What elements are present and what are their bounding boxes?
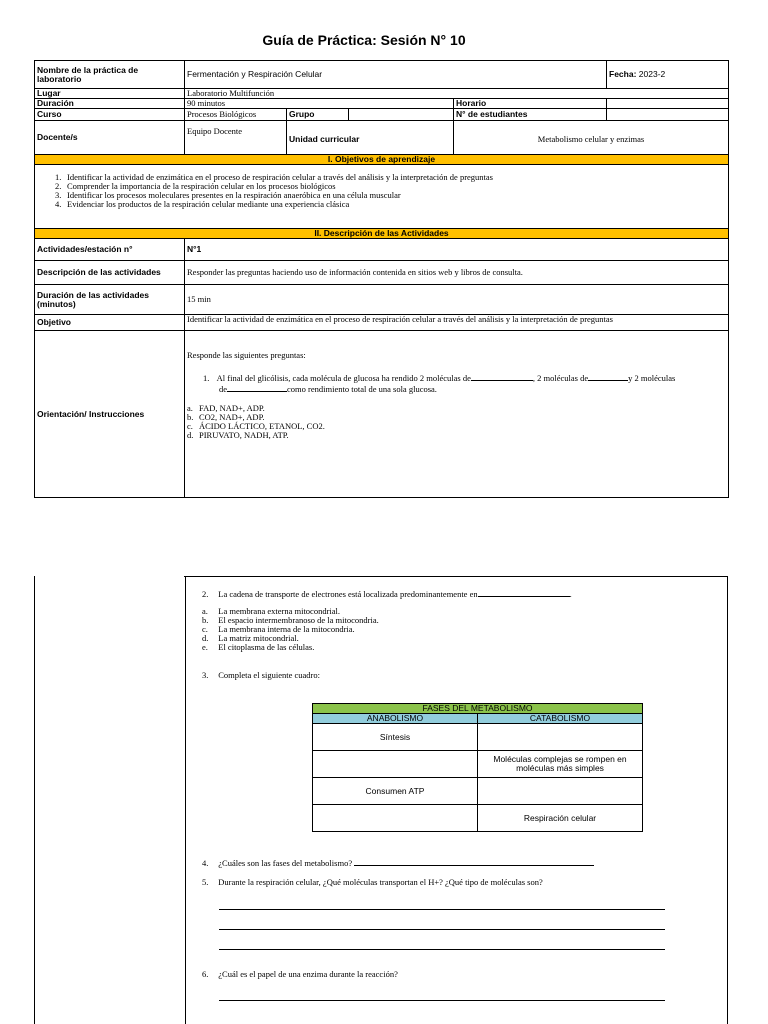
question-1: 1. Al final del glicólisis, cada molécula de glucosa ha rendido 2 moléculas de , 2 moléculas de y 2 moléculas de como rendimiento total de una sola glucosa. bbox=[203, 373, 676, 394]
catabolismo-header: CATABOLISMO bbox=[478, 714, 643, 724]
duracion-actividades-value: 15 min bbox=[185, 285, 729, 315]
horario-label: Horario bbox=[454, 99, 607, 109]
q1-options bbox=[187, 404, 726, 440]
curso-label: Curso bbox=[35, 109, 185, 121]
option-item: b. El espacio intermembranoso de la mitocondria. bbox=[202, 615, 379, 625]
section-activities-heading: II. Descripción de las Actividades bbox=[35, 229, 729, 239]
option-item: a. La membrana externa mitocondrial. bbox=[202, 606, 341, 616]
lugar-value: Laboratorio Multifunción bbox=[185, 89, 729, 99]
duracion-actividades-label: Duración de las actividades (minutos) bbox=[35, 285, 185, 315]
option-item: c. ÁCIDO LÁCTICO, ETANOL, CO2. bbox=[187, 421, 325, 431]
question-3: 3. Completa el siguiente cuadro: bbox=[202, 670, 320, 680]
fecha-value: 2023-2 bbox=[638, 69, 666, 79]
answer-blank[interactable] bbox=[227, 383, 287, 392]
grupo-label: Grupo bbox=[287, 109, 349, 121]
nombre-value: Fermentación y Respiración Celular bbox=[185, 61, 607, 89]
option-item: d. La matriz mitocondrial. bbox=[202, 633, 299, 643]
answer-line[interactable] bbox=[219, 929, 665, 930]
q2-options bbox=[202, 607, 702, 652]
answer-line[interactable] bbox=[219, 1000, 665, 1001]
page-title: Guía de Práctica: Sesión N° 10 bbox=[262, 32, 466, 48]
estudiantes-value[interactable] bbox=[607, 109, 729, 121]
descripcion-value: Responder las preguntas haciendo uso de información contenida en sitios web y libros de consulta. bbox=[185, 261, 729, 285]
anabolismo-cell[interactable] bbox=[313, 751, 478, 778]
estudiantes-label: N° de estudiantes bbox=[454, 109, 607, 121]
top-border bbox=[184, 576, 728, 577]
nombre-label: Nombre de la práctica de laboratorio bbox=[35, 61, 185, 89]
question-5: 5. Durante la respiración celular, ¿Qué moléculas transportan el H+? ¿Qué tipo de moléculas son? bbox=[202, 877, 543, 887]
answer-blank[interactable] bbox=[471, 372, 533, 381]
question-6: 6. ¿Cuál es el papel de una enzima durante la reacción? bbox=[202, 969, 398, 979]
actividades-label: Actividades/estación n° bbox=[35, 239, 185, 261]
orientacion-label: Orientación/ Instrucciones bbox=[35, 331, 185, 498]
duracion-label: Duración bbox=[35, 99, 185, 109]
anabolismo-header: ANABOLISMO bbox=[313, 714, 478, 724]
unidad-value: Metabolismo celular y enzimas bbox=[454, 121, 729, 155]
objectives-list bbox=[35, 165, 729, 229]
objective-item: 4. Evidenciar los productos de la respiración celular mediante una experiencia clásica bbox=[55, 199, 350, 209]
instructions-cell bbox=[185, 331, 729, 498]
unidad-label: Unidad curricular bbox=[287, 121, 454, 155]
catabolismo-cell[interactable]: Respiración celular bbox=[478, 805, 643, 832]
practice-guide-table bbox=[34, 60, 729, 498]
instructions-intro: Responde las siguientes preguntas: bbox=[187, 350, 306, 360]
left-column bbox=[34, 576, 186, 1024]
duracion-value: 90 minutos bbox=[185, 99, 454, 109]
option-item: b. CO2, NAD+, ADP. bbox=[187, 412, 265, 422]
question-4: 4. ¿Cuáles son las fases del metabolismo? bbox=[202, 857, 622, 868]
catabolismo-cell[interactable] bbox=[478, 778, 643, 805]
docente-label: Docente/s bbox=[35, 121, 185, 155]
option-item: e. El citoplasma de las células. bbox=[202, 642, 315, 652]
right-border bbox=[727, 576, 728, 1024]
objective-item: 3. Identificar los procesos moleculares presentes en la respiración anaeróbica en una célula muscular bbox=[55, 190, 401, 200]
fecha-cell bbox=[607, 61, 729, 89]
answer-line[interactable] bbox=[219, 949, 665, 950]
option-item: a. FAD, NAD+, ADP. bbox=[187, 403, 265, 413]
catabolismo-cell[interactable] bbox=[478, 724, 643, 751]
metabolism-table bbox=[312, 703, 643, 832]
curso-value: Procesos Biológicos bbox=[185, 109, 287, 121]
option-item: c. La membrana interna de la mitocondria. bbox=[202, 624, 355, 634]
anabolismo-cell[interactable] bbox=[313, 805, 478, 832]
answer-blank[interactable] bbox=[588, 372, 628, 381]
catabolismo-cell[interactable]: Moléculas complejas se rompen en moléculas más simples bbox=[478, 751, 643, 778]
answer-blank[interactable] bbox=[478, 588, 570, 597]
horario-value[interactable] bbox=[607, 99, 729, 109]
objective-item: 1. Identificar la actividad de enzimática en el proceso de respiración celular a través del análisis y la interpretación de preguntas bbox=[55, 172, 493, 182]
descripcion-label: Descripción de las actividades bbox=[35, 261, 185, 285]
objetivo-label: Objetivo bbox=[35, 315, 185, 331]
question-2: 2. La cadena de transporte de electrones está localizada predominantemente en . bbox=[202, 589, 572, 599]
section-objectives-heading: I. Objetivos de aprendizaje bbox=[35, 155, 729, 165]
fecha-label: Fecha: bbox=[609, 69, 637, 79]
option-item: d. PIRUVATO, NADH, ATP. bbox=[187, 430, 289, 440]
docente-value: Equipo Docente bbox=[185, 121, 287, 155]
actividades-value: N°1 bbox=[185, 239, 729, 261]
answer-blank[interactable] bbox=[354, 857, 594, 866]
lugar-label: Lugar bbox=[35, 89, 185, 99]
anabolismo-cell[interactable]: Síntesis bbox=[313, 724, 478, 751]
objetivo-value: Identificar la actividad de enzimática en el proceso de respiración celular a través del análisis y la interpretación de preguntas bbox=[185, 315, 729, 331]
objective-item: 2. Comprender la importancia de la respiración celular en los procesos biológicos bbox=[55, 181, 336, 191]
grupo-value[interactable] bbox=[349, 109, 454, 121]
anabolismo-cell[interactable]: Consumen ATP bbox=[313, 778, 478, 805]
metabolism-table-title: FASES DEL METABOLISMO bbox=[313, 704, 643, 714]
answer-line[interactable] bbox=[219, 909, 665, 910]
